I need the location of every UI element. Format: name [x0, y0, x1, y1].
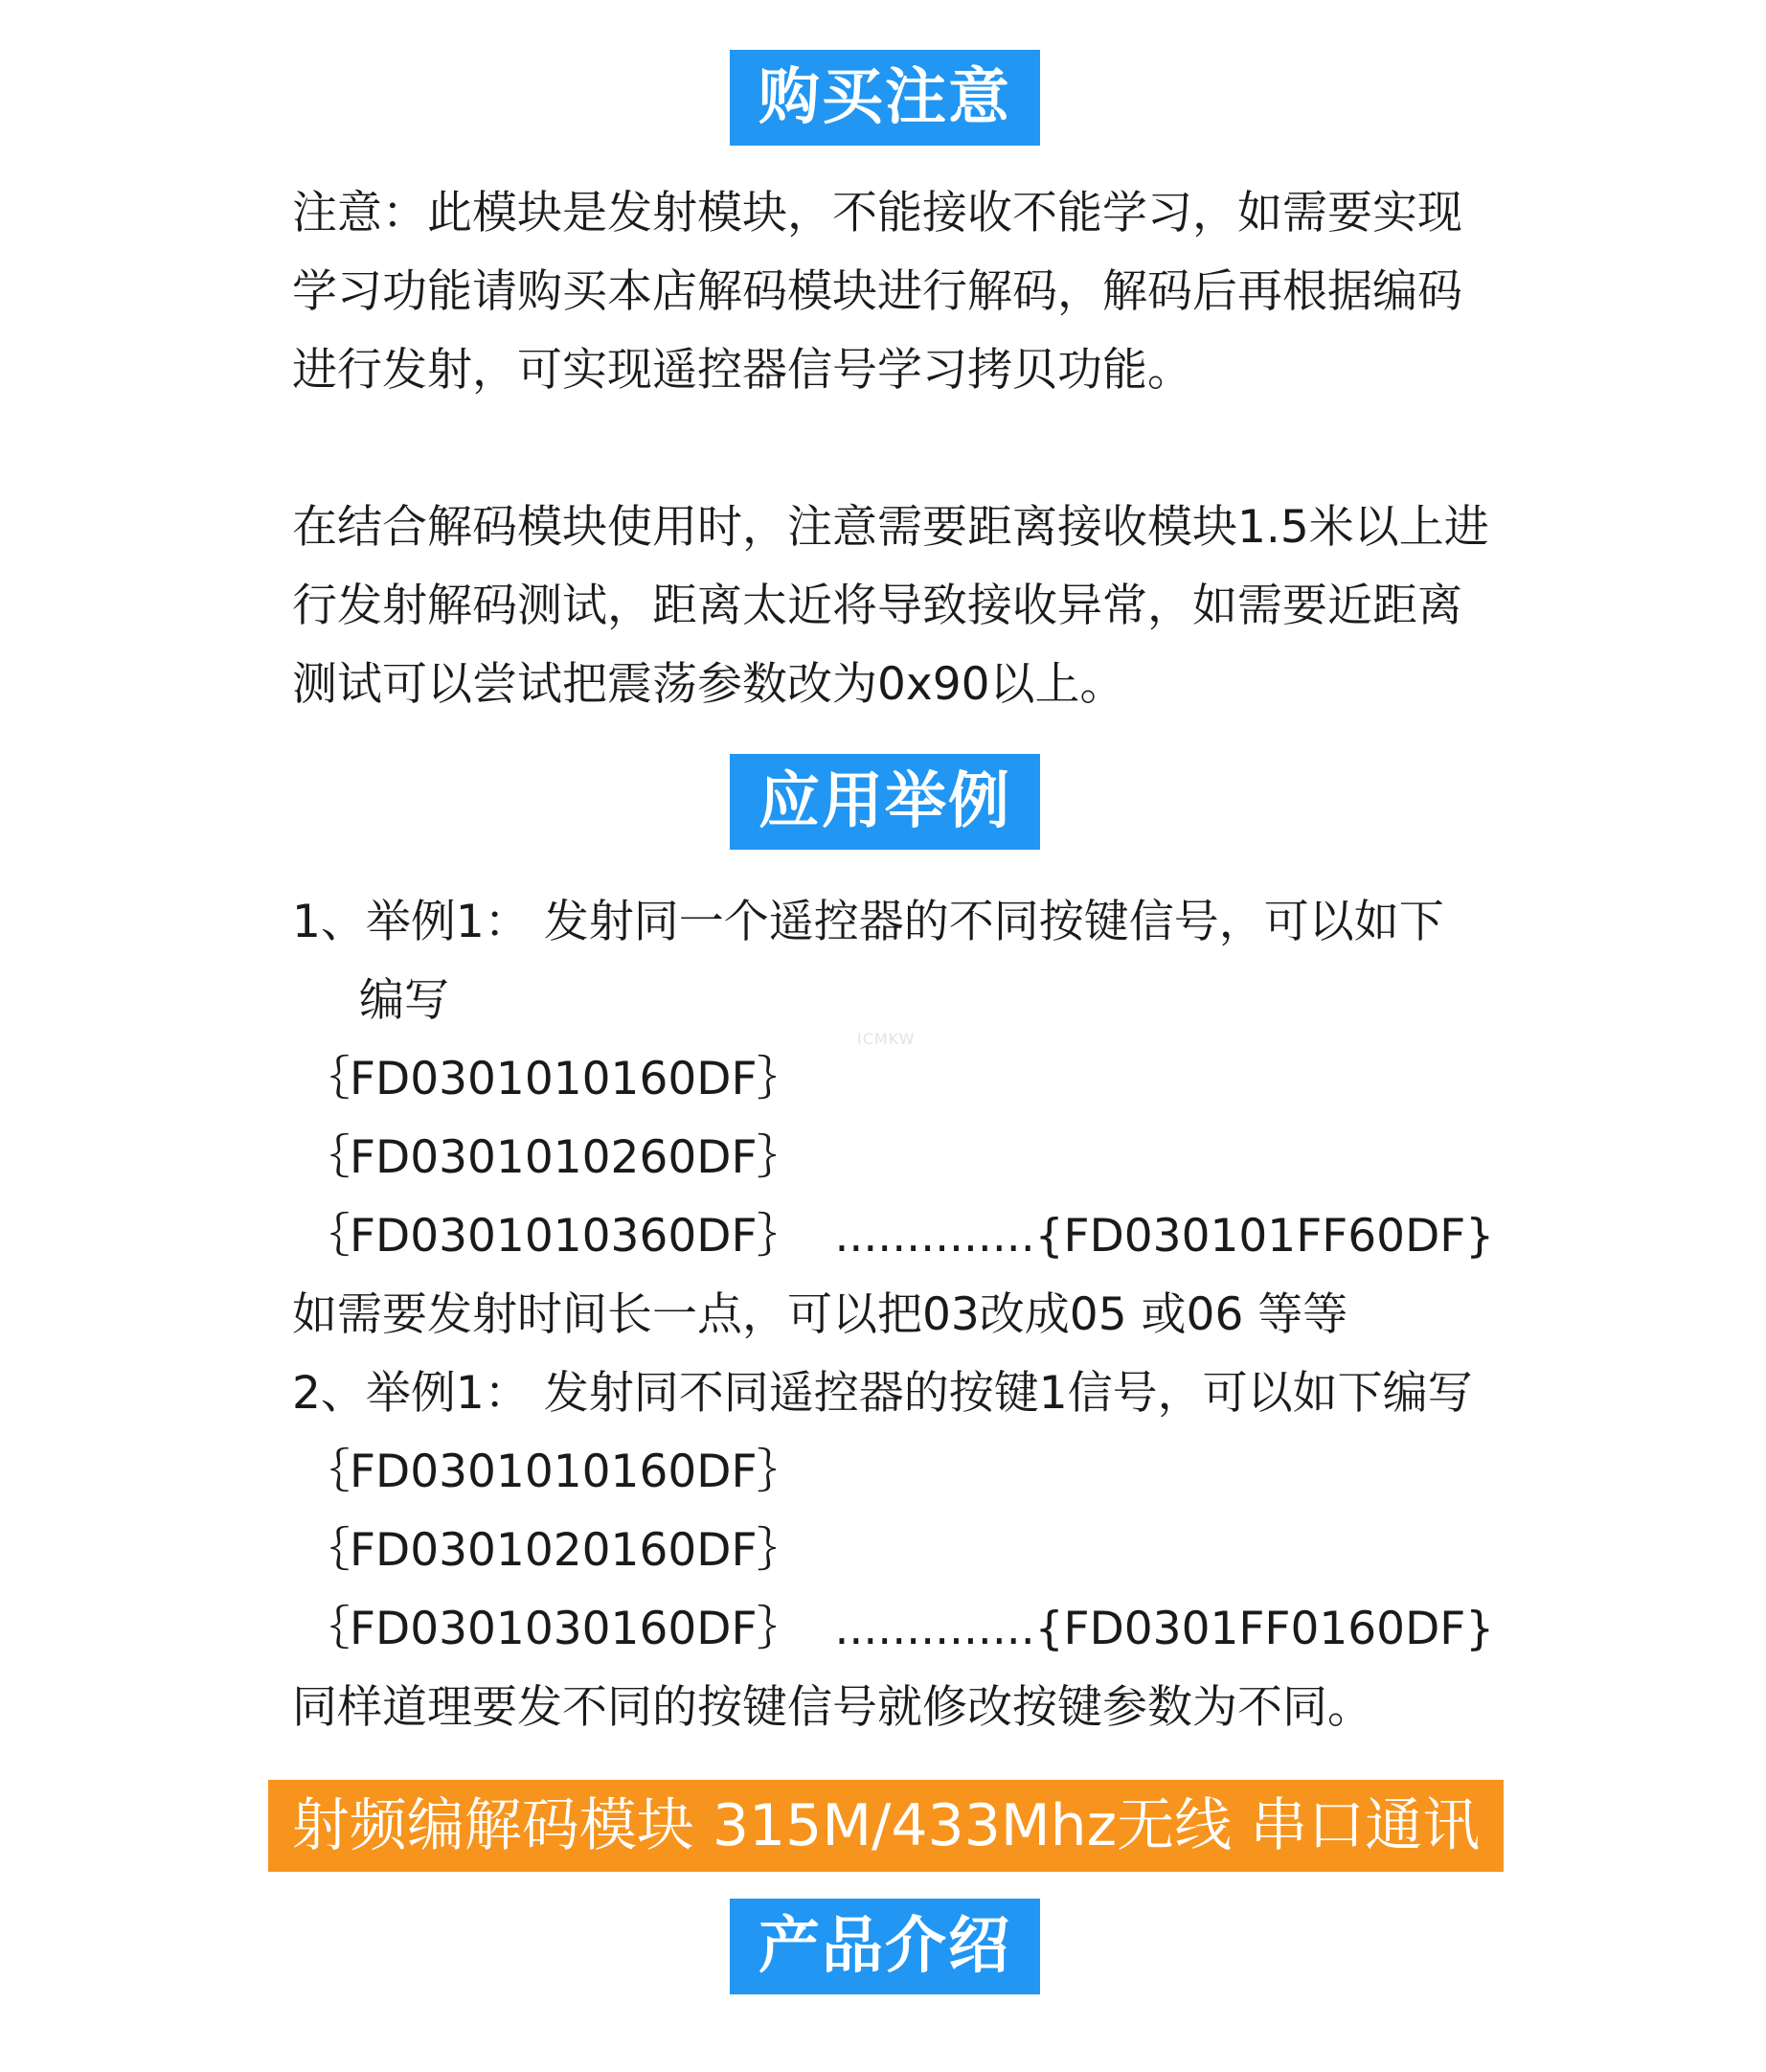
- notice-text-1: 注意：此模块是发射模块，不能接收不能学习，如需要实现学习功能请购买本店解码模块进行解码，解码后再根据编码进行发射，可实现遥控器信号学习拷贝功能。: [292, 187, 1462, 397]
- product-intro-header: 产品介绍: [730, 1899, 1040, 1994]
- purchase-notice-header: 购买注意: [730, 50, 1040, 146]
- example2-code-3-row: [305, 1590, 1494, 1669]
- example1-code-3: ｛FD0301010360DF｝: [305, 1210, 803, 1263]
- notice-paragraph-2: [292, 489, 1499, 724]
- example1-dots-tail: ..............{FD030101FF60DF}: [834, 1210, 1495, 1263]
- example1-code-3-row: [305, 1197, 1494, 1276]
- notice-text-2: 在结合解码模块使用时，注意需要距离接收模块1.5米以上进行发射解码测试，距离太近将导致接收异常，如需要近距离测试可以尝试把震荡参数改为0x90以上。: [292, 501, 1489, 711]
- example2-code-2: ｛FD0301020160DF｝: [305, 1524, 803, 1577]
- product-banner: 射频编解码模块 315M/433Mhz无线 串口通讯: [268, 1780, 1504, 1872]
- example2-title: 2、举例1： 发射同不同遥控器的按键1信号，可以如下编写: [292, 1367, 1473, 1420]
- example2-dots-tail: ..............{FD0301FF0160DF}: [834, 1603, 1495, 1655]
- example2-code-1: ｛FD0301010160DF｝: [305, 1446, 803, 1498]
- example1-code-2: ｛FD0301010260DF｝: [305, 1131, 803, 1184]
- example1-title: 1、举例1： 发射同一个遥控器的不同按键信号，可以如下: [292, 896, 1444, 948]
- notice-paragraph-1: [292, 174, 1499, 410]
- watermark-text: ICMKW: [857, 1030, 916, 1048]
- example2-code-3: ｛FD0301030160DF｝: [305, 1603, 803, 1655]
- example2-note: 同样道理要发不同的按键信号就修改按键参数为不同。: [292, 1681, 1372, 1734]
- example1-title-cont: 编写: [359, 974, 449, 1027]
- application-examples-header: 应用举例: [730, 754, 1040, 850]
- example1-code-1: ｛FD0301010160DF｝: [305, 1053, 803, 1105]
- example1-note: 如需要发射时间长一点，可以把03改成05 或06 等等: [292, 1288, 1348, 1341]
